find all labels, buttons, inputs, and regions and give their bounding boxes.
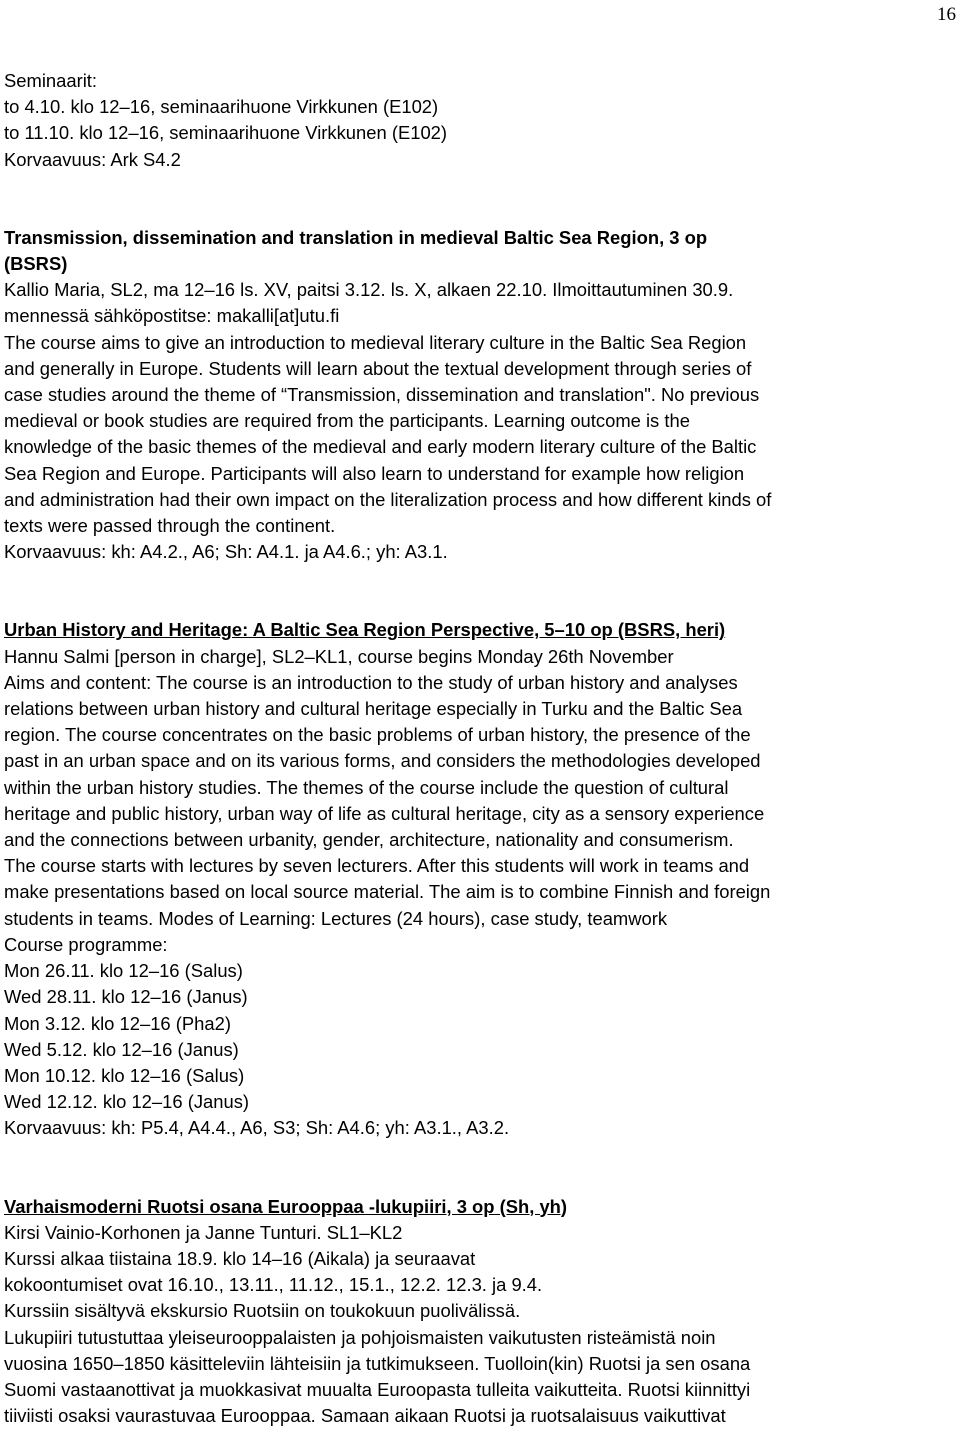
course-text-line: case studies around the theme of “Transmission, dissemination and translation". No previous <box>4 384 760 406</box>
course-urban-history-section <box>4 617 956 1141</box>
course-text-line: mennessä sähköpostitse: makalli[at]utu.fi <box>4 305 340 327</box>
course-text-line: tiiviisti osaksi vaurastuvaa Eurooppaa. Samaan aikaan Ruotsi ja ruotsalaisuus vaikuttivat <box>4 1405 726 1427</box>
programme-session: Mon 10.12. klo 12–16 (Salus) <box>4 1064 245 1086</box>
course-text-line: relations between urban history and cultural heritage especially in Turku and the Baltic Sea <box>4 698 743 720</box>
programme-session: Mon 26.11. klo 12–16 (Salus) <box>4 960 243 982</box>
seminar-date-line: to 4.10. klo 12–16, seminaarihuone Virkkunen (E102) <box>4 96 439 118</box>
course-text-line: The course starts with lectures by seven lecturers. After this students will work in teams and <box>4 855 750 877</box>
course-text-line: The course aims to give an introduction to medieval literary culture in the Baltic Sea Region <box>4 331 747 353</box>
course-title: Transmission, dissemination and translation in medieval Baltic Sea Region, 3 op <box>4 226 708 248</box>
section-spacer <box>4 1142 956 1194</box>
course-text-line: and generally in Europe. Students will learn about the textual development through series of <box>4 357 752 379</box>
course-text-line: vuosina 1650–1850 käsitteleviin lähteisiin ja tutkimukseen. Tuolloin(kin) Ruotsi ja sen osana <box>4 1352 751 1374</box>
seminars-heading: Seminaarit: <box>4 70 98 91</box>
course-text-line: and the connections between urbanity, gender, architecture, nationality and consumerism. <box>4 829 734 851</box>
course-text-line: heritage and public history, urban way of life as cultural heritage, city as a sensory experience <box>4 802 765 824</box>
course-text-line: Suomi vastaanottivat ja muokkasivat muualta Euroopasta tulleita vaikutteita. Ruotsi kiinnittyi <box>4 1378 751 1400</box>
course-text-line: Sea Region and Europe. Participants will also learn to understand for example how religion <box>4 462 745 484</box>
programme-session: Mon 3.12. klo 12–16 (Pha2) <box>4 1012 231 1034</box>
course-text-line: Kurssi alkaa tiistaina 18.9. klo 14–16 (Aikala) ja seuraavat <box>4 1247 476 1269</box>
course-text-line: knowledge of the basic themes of the medieval and early modern literary culture of the Baltic <box>4 436 757 458</box>
course-text-line: region. The course concentrates on the basic problems of urban history, the presence of the <box>4 724 751 746</box>
course-credit-line: Korvaavuus: kh: A4.2., A6; Sh: A4.1. ja A4.6.; yh: A3.1. <box>4 541 448 563</box>
course-title: (BSRS) <box>4 253 68 275</box>
course-text-line: Kirsi Vainio-Korhonen ja Janne Tunturi. SL1–KL2 <box>4 1221 403 1243</box>
course-text-line: Hannu Salmi [person in charge], SL2–KL1, course begins Monday 26th November <box>4 645 674 667</box>
course-text-line: texts were passed through the continent. <box>4 515 336 537</box>
course-text-line: and administration had their own impact on the literalization process and how different kinds of <box>4 488 772 510</box>
page-number: 16 <box>937 4 956 25</box>
course-text-line: Aims and content: The course is an introduction to the study of urban history and analyses <box>4 671 738 693</box>
course-early-modern-sweden-section <box>4 1194 956 1430</box>
course-text-line: Lukupiiri tutustuttaa yleiseurooppalaisten ja pohjoismaisten vaikutusten risteämistä noin <box>4 1326 716 1348</box>
course-text-line: Kurssiin sisältyvä ekskursio Ruotsiin on toukokuun puolivälissä. <box>4 1300 521 1322</box>
course-title: Urban History and Heritage: A Baltic Sea Region Perspective, 5–10 op (BSRS, heri) <box>4 619 726 641</box>
section-spacer <box>4 565 956 617</box>
seminar-credit-line: Korvaavuus: Ark S4.2 <box>4 148 181 170</box>
programme-session: Wed 28.11. klo 12–16 (Janus) <box>4 986 248 1008</box>
course-text-line: kokoontumiset ovat 16.10., 13.11., 11.12., 15.1., 12.2. 12.3. ja 9.4. <box>4 1274 543 1296</box>
document-body <box>4 68 956 1429</box>
course-text-line: within the urban history studies. The themes of the course include the question of cultural <box>4 776 729 798</box>
course-title: Varhaismoderni Ruotsi osana Eurooppaa -lukupiiri, 3 op (Sh, yh) <box>4 1195 568 1217</box>
course-transmission-section <box>4 225 956 566</box>
programme-session: Wed 12.12. klo 12–16 (Janus) <box>4 1091 250 1113</box>
section-spacer <box>4 173 956 225</box>
seminars-section <box>4 68 956 173</box>
course-text-line: medieval or book studies are required from the participants. Learning outcome is the <box>4 410 690 432</box>
programme-session: Wed 5.12. klo 12–16 (Janus) <box>4 1038 239 1060</box>
course-programme-heading: Course programme: <box>4 933 168 955</box>
course-credit-line: Korvaavuus: kh: P5.4, A4.4., A6, S3; Sh: A4.6; yh: A3.1., A3.2. <box>4 1117 510 1139</box>
seminar-date-line: to 11.10. klo 12–16, seminaarihuone Virkkunen (E102) <box>4 122 448 144</box>
course-text-line: Kallio Maria, SL2, ma 12–16 ls. XV, paitsi 3.12. ls. X, alkaen 22.10. Ilmoittautuminen 30.9. <box>4 279 734 301</box>
course-text-line: past in an urban space and on its various forms, and considers the methodologies developed <box>4 750 761 772</box>
course-text-line: make presentations based on local source material. The aim is to combine Finnish and foreign <box>4 881 771 903</box>
course-text-line: students in teams. Modes of Learning: Lectures (24 hours), case study, teamwork <box>4 907 668 929</box>
